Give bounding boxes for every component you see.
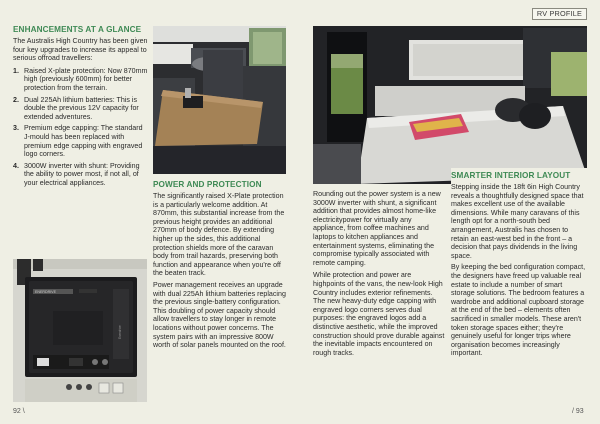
inverter-brand: ENERDRIVE — [35, 290, 56, 294]
power-protection-section — [153, 180, 286, 350]
smarter-interior-section — [451, 168, 587, 358]
inverter-photo — [13, 259, 147, 402]
article-column-3 — [313, 190, 445, 361]
list-item: 1. Raised X-plate protection: Now 870mm high (previously 600mm) for better protection from the terrain. — [13, 66, 148, 92]
enhancements-sidebar — [13, 25, 148, 191]
left-page-number: 92 \ — [13, 408, 25, 415]
power-body — [153, 192, 286, 350]
smarter-paragraph-1: Stepping inside the 18ft 6in High Country reveals a thoughtfully designed space that makes excellent use of the available dimensions. While many caravans of this length opt for a north-south bed arrangement, Australis has chosen to retain an east-west bed in the front – a decision that pays dividends in the living space. — [451, 183, 584, 260]
list-item: 2. Dual 225Ah lithium batteries: This is double the previous 12V capacity for extended adventures. — [13, 95, 139, 121]
smarter-paragraph-2: By keeping the bed configuration compact, the designers have freed up valuable real estate to include a number of smart storage solutions. The bedroom features a wardrobe and additional cupboard storage at the end of the bed – elements often sacrificed in smaller models. These aren't token storage spaces either; they're genuinely useful for longer trips where organisation becomes increasingly important. — [451, 263, 586, 358]
list-item: 3. Premium edge capping: The standard J-mould has been replaced with premium edge capping with engraved logo corners. — [13, 124, 143, 159]
power-heading: POWER AND PROTECTION — [153, 180, 262, 189]
enhancements-heading: ENHANCEMENTS AT A GLANCE — [13, 25, 142, 34]
bedroom-photo — [313, 26, 587, 184]
enhancements-intro: The Australis High Country has been given four key upgrades to increase its appeal to serious offroad travellers: — [13, 37, 148, 63]
power-paragraph-2: Power management receives an upgrade with dual 225Ah lithium batteries replacing the previous single-battery configuration. This doubling of power capacity should allow travellers to stay longer in remote locations without power concerns. The system pairs with an impressive 800W worth of solar panels mounted on the roof. — [153, 280, 286, 350]
right-page-number: / 93 — [572, 408, 584, 415]
smarter-body — [451, 183, 587, 358]
column3-paragraph-2: While protection and power are highpoints of the vans, the new-look High Country includes exterior refinements. The new heavy-duty edge capping with engraved logo corners serves dual purposes: the engraved logos add a distinctive aesthetic, while the improved construction should prove durable against the inevitable impacts encountered on rough tracks. — [313, 271, 445, 357]
dinette-photo — [153, 26, 286, 174]
section-tab: RV PROFILE — [532, 8, 587, 20]
enhancements-list — [13, 67, 148, 188]
smarter-heading: SMARTER INTERIOR LAYOUT — [451, 171, 571, 180]
inverter-side-label: Enerdrive — [118, 325, 122, 339]
power-paragraph-1: The significantly raised X-Plate protection is a particularly welcome addition. At 870mm, this substantial increase from the previous height provides an additional 270mm of body defence. By extending higher up the sides, this additional protection shields more of the caravan body from trail hazards, preserving both function and appearance when you're off the beaten track. — [153, 192, 285, 278]
list-item: 4. 3000W inverter with shunt: Providing the ability to power most, if not all, of your electrical appliances. — [13, 161, 140, 187]
column3-paragraph-1: Rounding out the power system is a new 3000W inverter with shunt, a significant addition that provides almost home-like electricitypower for virtually any appliance, from coffee machines and laptops to kitchen appliances and entertainment systems, eliminating the compromise typically associated with remote camping. — [313, 190, 441, 267]
